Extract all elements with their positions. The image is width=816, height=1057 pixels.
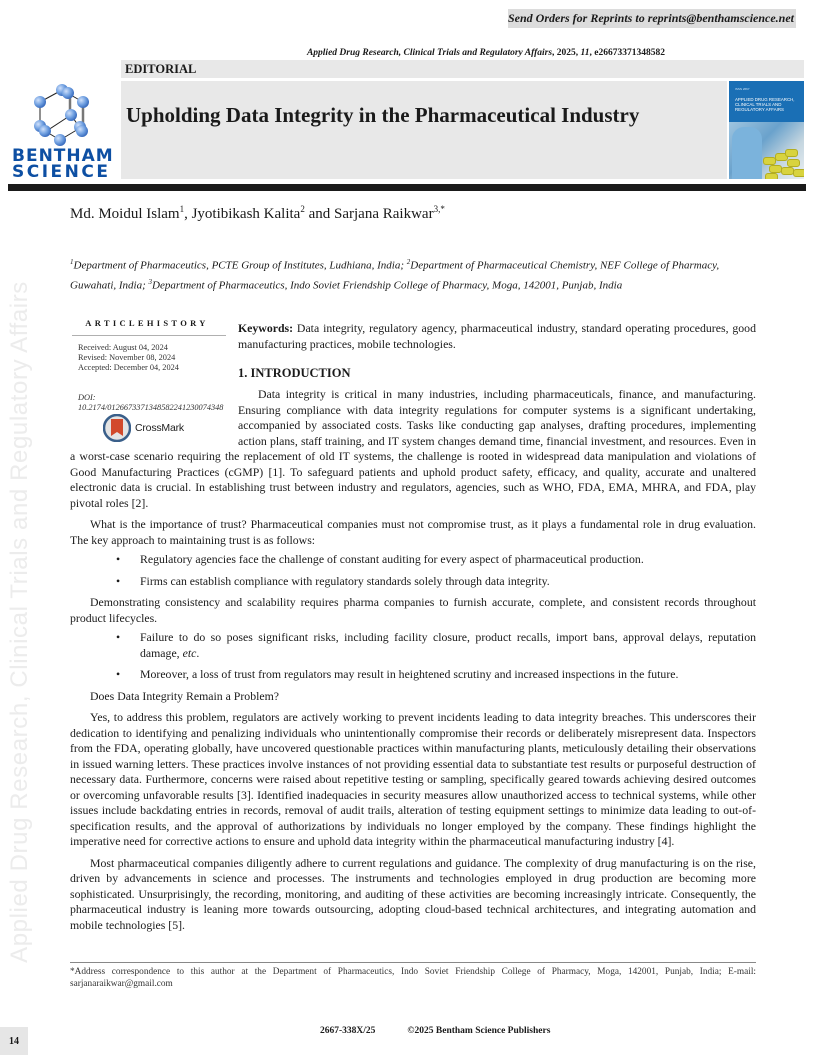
affiliations: [70, 254, 720, 293]
author-name: Md. Moidul Islam: [70, 206, 180, 222]
journal-citation-line: Applied Drug Research, Clinical Trials and Regulatory Affairs, 2025, 11, e26673371348582: [306, 48, 665, 58]
cover-issn: ISSN 2667: [735, 87, 750, 91]
author-name: Sarjana Raikwar: [334, 206, 434, 222]
footer-copyright: ©2025 Bentham Science Publishers: [407, 1026, 551, 1036]
side-journal-watermark: Applied Drug Research, Clinical Trials and Regulatory Affairs: [6, 281, 33, 963]
footer-publisher-line: [320, 1026, 550, 1036]
author-separator: ,: [184, 206, 192, 222]
bullet-icon: •: [116, 667, 121, 681]
bentham-science-logo: [10, 78, 114, 182]
affil-sup: 3: [148, 277, 153, 286]
affiliation: Department of Pharmaceutics, PCTE Group of Institutes, Ludhiana, India;: [73, 259, 407, 272]
correspondence-footnote: *Address correspondence to this author at the Department of Pharmaceutics, Indo Soviet Friendship College of Pharmacy, Moga, 142001, Punjab, India; E-mail: sarjanaraikwar@gmail.com: [70, 967, 756, 989]
body-subheading: Does Data Integrity Remain a Problem?: [90, 688, 280, 703]
bullet-list: [70, 552, 756, 589]
body-paragraph: Yes, to address this problem, regulators are actively working to prevent incidents leading to data integrity breaches. This underscores their dedication to identifying and penalizing individuals who unintentionally compromise their records or deliberately misrepresent data. Inspectors from the FDA, operating globally, have uncovered questionable practices within manufacturing plants, meticulously detailing their observations in issued warning letters. These practices involve instances of not providing essential data to substantiate test results or purposeful destruction of necessary data. Furthermore, concerns were raised about repetitive testing or sampling, specifically geared towards achieving desired outcomes or overcoming unfavorable results [3]. Identified inadequacies in security measures allow unauthorized access to technical systems, while other issues include backdating entries in records, removal of audit trails, alteration of testing equipment settings to minimize data leading to out-of-specification results, and the approval of authorizations by individuals no longer employed by the company. These findings highlight the imperative need for corrective actions to ensure and uphold data integrity within the pharmaceutical manufacturing industry [4].: [70, 710, 756, 848]
journal-year: 2025,: [556, 48, 579, 58]
journal-volume: 11: [580, 48, 590, 58]
bullet-icon: •: [116, 552, 121, 566]
author-affil-sup: 2: [300, 204, 305, 214]
cover-person-figure: [732, 127, 762, 179]
bullet-icon: •: [116, 630, 121, 644]
journal-name: Applied Drug Research, Clinical Trials and Regulatory Affairs: [306, 48, 553, 58]
bullet-item: • Moreover, a loss of trust from regulators may result in heightened scrutiny and increased inspections in the future.: [116, 667, 679, 681]
author-affil-sup: 3,*: [433, 204, 445, 214]
doi-link[interactable]: 10.2174/0126673371348582241230074348: [78, 403, 224, 412]
keywords-label: Keywords:: [238, 321, 294, 335]
wordmark-line-1: BENTHAM: [12, 146, 114, 166]
bullet-item: • Regulatory agencies face the challenge of constant auditing for every aspect of pharmaceutical production.: [116, 552, 644, 566]
body-paragraph: Demonstrating consistency and scalability requires pharma companies to furnish accurate, complete, and consistent records throughout product lifecycles.: [70, 595, 756, 625]
page-number: 14: [0, 1027, 28, 1055]
revised-date: Revised: November 08, 2024: [78, 353, 176, 362]
molecule-icon: [28, 80, 108, 152]
section-label: EDITORIAL: [121, 60, 804, 78]
author-list: [70, 204, 445, 223]
body-paragraph: Most pharmaceutical companies diligently adhere to current regulations and guidance. The complexity of drug manufacturing is on the rise, driven by advancements in science and processes. The instruments and technologies employed in drug production are becoming more sophisticated. Unsurprisingly, the recording, monitoring, and auditing of these activities are becoming increasingly intricate. Consequently, the pharmaceutical industry is leaning more towards outsourcing, adopting cloud-based technical architectures, and integrating automation and mobile technologies [5].: [70, 855, 756, 932]
header-rule: [8, 184, 806, 191]
doi-label: DOI:: [78, 393, 96, 402]
wordmark-line-2: SCIENCE: [12, 162, 111, 182]
footnote-rule: [70, 962, 756, 963]
article-history-dates: [78, 343, 179, 373]
keywords: [238, 320, 756, 352]
author-name: Jyotibikash Kalita: [191, 206, 301, 222]
bullet-item: • Firms can establish compliance with regulatory standards solely through data integrity.: [116, 573, 550, 588]
reprint-notice: Send Orders for Reprints to reprints@benthamscience.net: [508, 9, 796, 28]
article-title: Upholding Data Integrity in the Pharmaceutical Industry: [126, 103, 640, 127]
author-separator: and: [304, 206, 335, 222]
author-affil-sup: 1: [179, 204, 185, 214]
article-history-title: ARTICLEHISTORY: [85, 318, 209, 328]
bullet-icon: •: [116, 573, 121, 588]
affiliation: Department of Pharmaceutical Chemistry, NEF College of Pharmacy, Guwahati, India;: [70, 259, 720, 292]
cover-title: APPLIED DRUG RESEARCH, CLINICAL TRIALS AND REGULATORY AFFAIRS: [735, 97, 795, 113]
journal-cover-thumbnail[interactable]: [729, 81, 804, 179]
affil-sup: 1: [70, 258, 74, 266]
crossmark-label: CrossMark: [135, 422, 184, 434]
article-history-rule: [72, 335, 226, 336]
affil-sup: 2: [406, 258, 411, 266]
accepted-date: Accepted: December 04, 2024: [78, 363, 179, 372]
section-heading-introduction: 1. INTRODUCTION: [238, 366, 351, 380]
received-date: Received: August 04, 2024: [78, 343, 168, 352]
footer-issn: 2667-338X/25: [320, 1026, 376, 1036]
bullet-item: • Failure to do so poses significant risks, including facility closure, product recalls, import bans, approval delays, reputation damage, etc.: [116, 630, 756, 660]
article-history-spacer: [70, 387, 238, 449]
bullet-list: [70, 630, 756, 683]
body-paragraph: Data integrity is critical in many industries, including pharmaceuticals, finance, and manufacturing. Ensuring compliance with data integrity regulations for computer systems is a significant undertaking, accompanied by associated costs. Tasks like conducting gap analyses, drafting procedures, implementing action plans, staff training, and IT system changes demand time, financial investment, and resources. Even in a worst-case scenario requiring the replacement of old IT systems, the challenge is rooted in widespread data manipulation and violations of Good Manufacturing Practices (cGMP) [1]. To safeguard patients and uphold product safety, efficacy, and quality, accurate and unaltered electronic data is crucial. In establishing trust between industry and regulators, agencies, such as WHO, FDA, EMA, MHRA, and FDA, play pivotal roles [2].: [70, 387, 756, 510]
publisher-wordmark: [12, 148, 114, 180]
title-band: [121, 81, 727, 179]
article-body: [70, 387, 756, 933]
body-paragraph: What is the importance of trust? Pharmaceutical companies must not compromise trust, as it plays a fundamental role in drug evaluation. The key approach to maintaining trust is as follows:: [70, 517, 756, 547]
affiliation: Department of Pharmaceutics, Indo Soviet Friendship College of Pharmacy, Moga, 142001, Punjab, India: [152, 279, 623, 292]
journal-article-id: e26673371348582: [594, 48, 665, 58]
keywords-text: Data integrity, regulatory agency, pharmaceutical industry, standard operating procedures, good manufacturing practices, mobile technologies.: [238, 321, 756, 351]
